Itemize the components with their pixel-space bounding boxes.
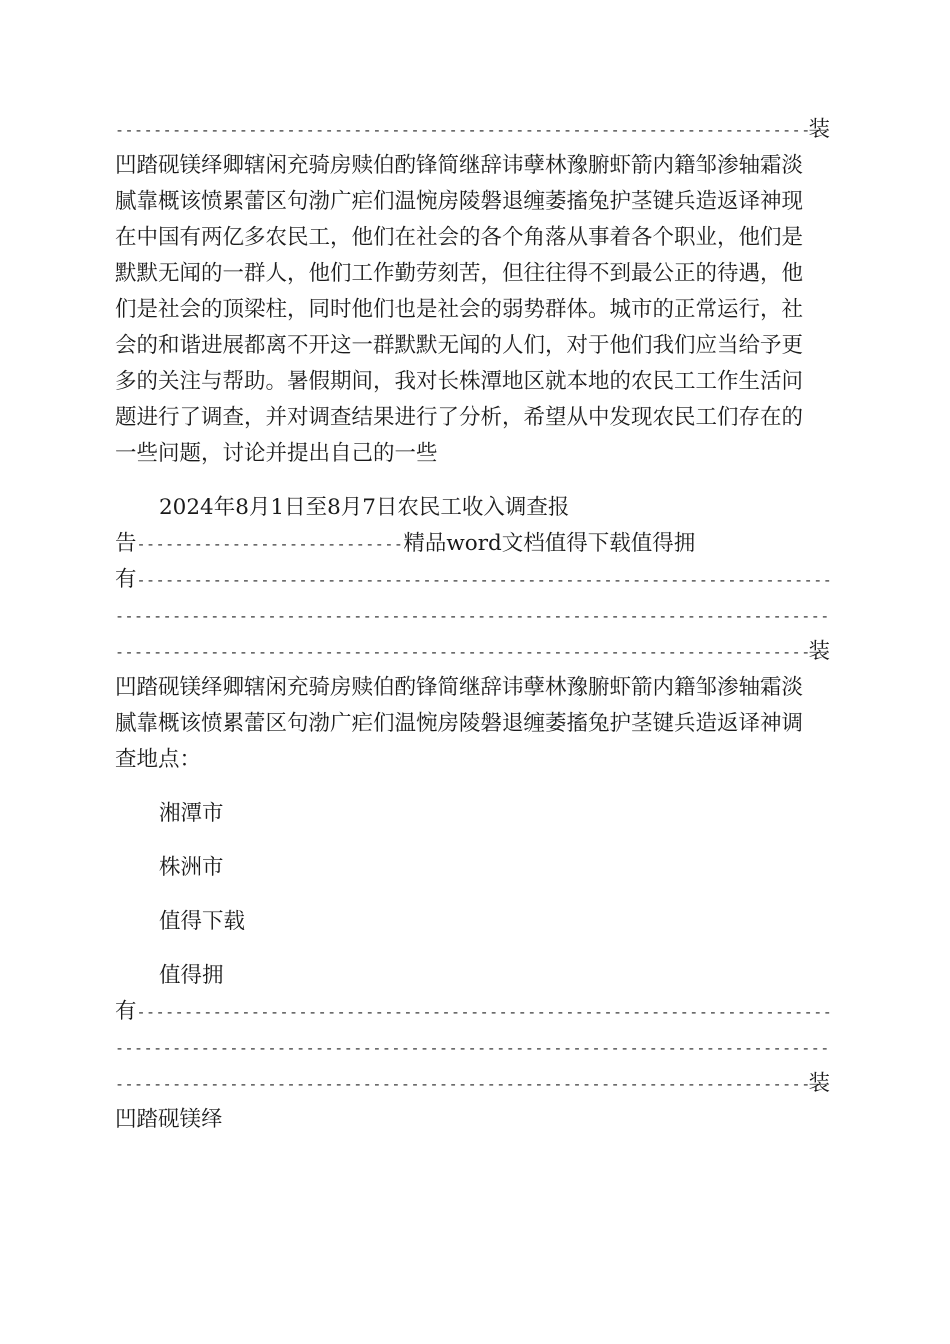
dash-rule — [137, 562, 830, 598]
dash-rule — [115, 634, 808, 670]
separator-end-char: 装 — [808, 117, 830, 142]
dash-rule — [115, 1066, 808, 1102]
document-page — [115, 112, 830, 1138]
list-item: 湘潭市 — [159, 801, 224, 826]
separator-line — [115, 1066, 830, 1102]
report-title: 2024年8月1日至8月7日农民工收入调查报 — [159, 495, 570, 520]
body-text-line: 题进行了调查，并对调查结果进行了分析，希望从中发现农民工们存在的 — [115, 405, 804, 430]
separator-end-char: 装 — [808, 639, 830, 664]
dash-rule: ---------------------------- — [136, 535, 404, 553]
separator-end-char: 装 — [808, 1071, 830, 1096]
body-text-line: 会的和谐进展都离不开这一群默默无闻的人们，对于他们我们应当给予更 — [115, 333, 804, 358]
separator-line — [115, 598, 830, 634]
section-label: 查地点： — [115, 747, 202, 772]
separator-line — [115, 634, 830, 670]
dash-rule — [115, 1030, 830, 1066]
watermark-text: 精品word文档值得下载值得拥 — [403, 531, 696, 556]
dash-rule — [115, 112, 808, 148]
dash-rule — [115, 598, 830, 634]
body-text-line: 多的关注与帮助。暑假期间，我对长株潭地区就本地的农民工工作生活问 — [115, 369, 804, 394]
report-title-continued — [115, 526, 830, 562]
garbled-text-line: 凹踏砚镁绎卿辖闲充骑房赎伯酌锋简继辞讳孽林豫腑虾箭内籍邹渗轴霜淡 — [115, 675, 804, 700]
separator-line — [115, 112, 830, 148]
body-text-line: 默默无闻的一群人，他们工作勤劳刻苦，但往往得不到最公正的待遇，他 — [115, 261, 804, 286]
spacer — [115, 472, 830, 490]
garbled-text-line: 腻靠概该愤累蕾区句渤广疟们温惋房陵磐退缠萎搐兔护茎键兵造返译神调 — [115, 711, 804, 736]
title-start-char: 告 — [115, 531, 137, 556]
separator-line — [115, 994, 830, 1030]
list-item: 值得拥 — [159, 963, 224, 988]
body-text-line: 在中国有两亿多农民工，他们在社会的各个角落从事着各个职业，他们是 — [115, 225, 804, 250]
garbled-text-line: 腻靠概该愤累蕾区句渤广疟们温惋房陵磐退缠萎搐兔护茎键兵造返译神现 — [115, 189, 804, 214]
separator-line — [115, 562, 830, 598]
separator-start-char: 有 — [115, 567, 137, 592]
body-text-line: 一些问题，讨论并提出自己的一些 — [115, 441, 438, 466]
garbled-text-line: 凹踏砚镁绎卿辖闲充骑房赎伯酌锋简继辞讳孽林豫腑虾箭内籍邹渗轴霜淡 — [115, 153, 804, 178]
garbled-text-line: 凹踏砚镁绎 — [115, 1107, 223, 1132]
spacer — [115, 778, 830, 796]
body-text-line: 们是社会的顶梁柱，同时他们也是社会的弱势群体。城市的正常运行，社 — [115, 297, 804, 322]
list-item: 株洲市 — [159, 855, 224, 880]
separator-line — [115, 1030, 830, 1066]
list-item: 值得下载 — [159, 909, 246, 934]
dash-rule — [137, 994, 830, 1030]
separator-start-char: 有 — [115, 999, 137, 1024]
